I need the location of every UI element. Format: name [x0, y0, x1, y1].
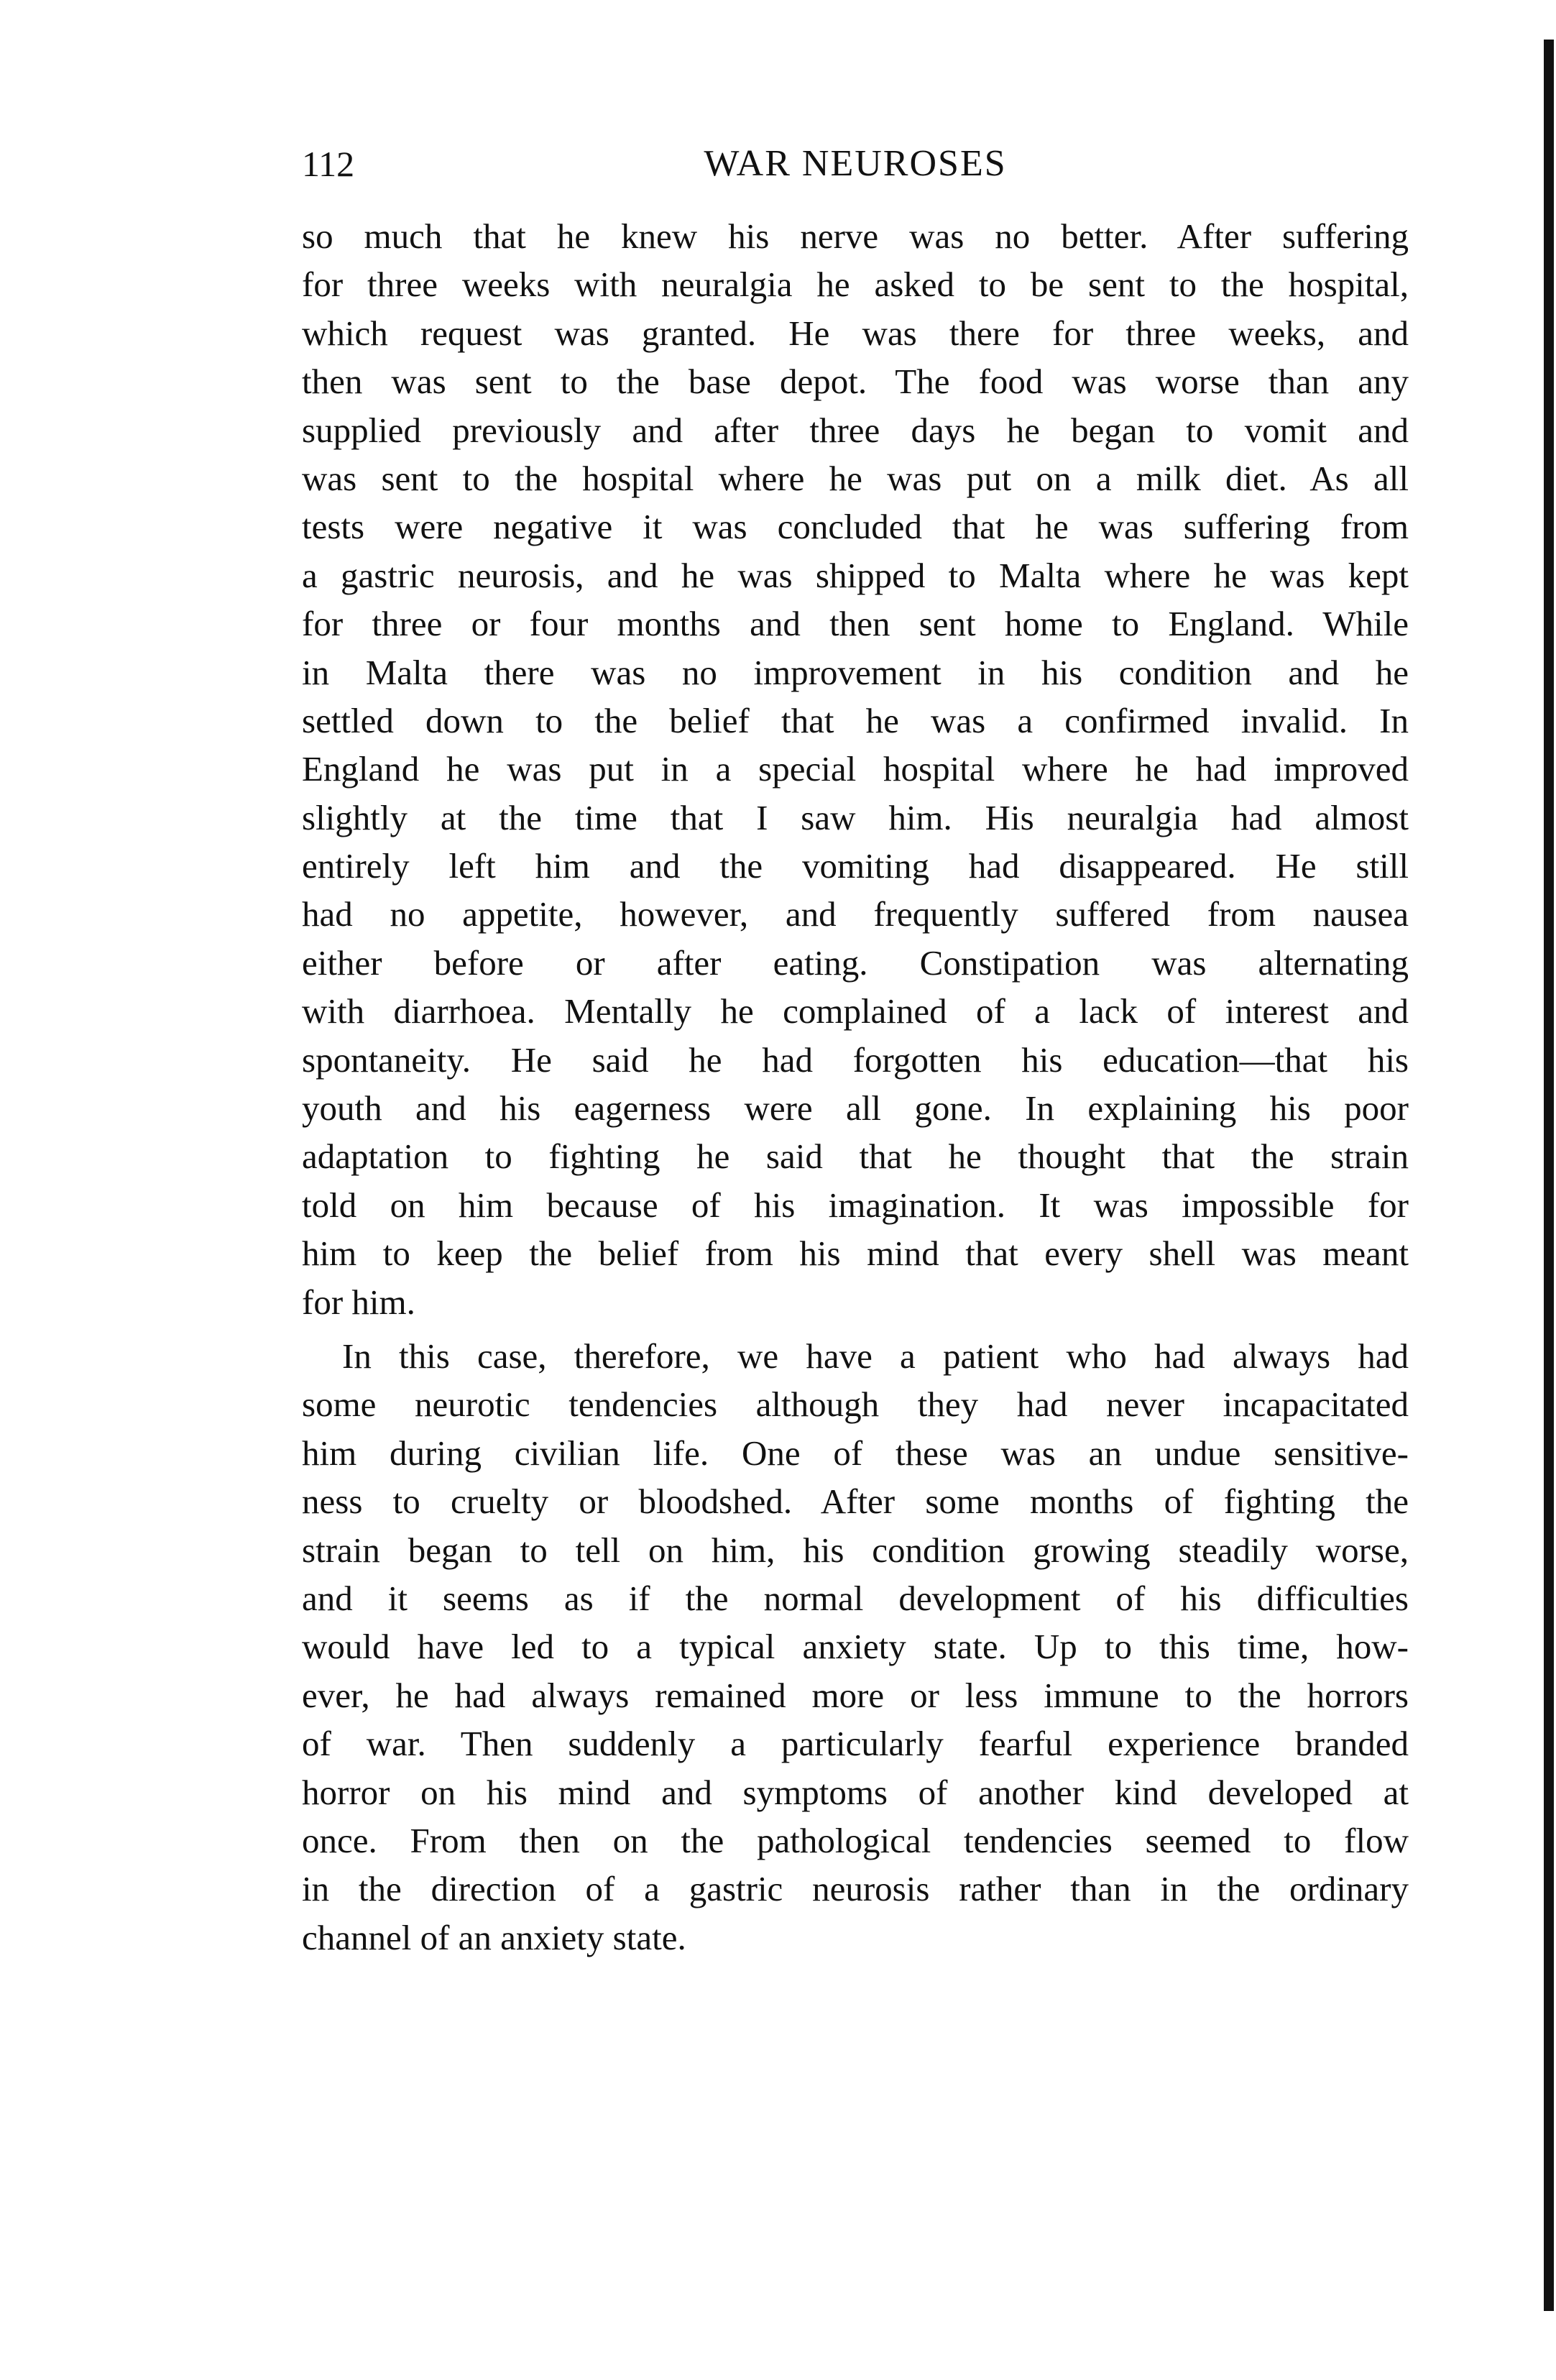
scan-edge-bar	[1544, 40, 1554, 2311]
text-line: either before or after eating. Constipation was alternating	[302, 942, 1409, 983]
text-line: England he was put in a special hospital where he had improved	[302, 749, 1409, 789]
text-line: ever, he had always remained more or less immune to the horrors	[302, 1675, 1409, 1715]
text-line: channel of an anxiety state.	[302, 1917, 686, 1957]
text-line: him to keep the belief from his mind that every shell was meant	[302, 1233, 1409, 1274]
text-line: had no appetite, however, and frequently suffered from nausea	[302, 894, 1409, 934]
text-line: him during civilian life. One of these was an undue sensitive-	[302, 1433, 1409, 1473]
page-header	[302, 135, 1409, 193]
paragraph-gap	[302, 1326, 1409, 1332]
text-line: was sent to the hospital where he was put on a milk diet. As all	[302, 458, 1409, 498]
text-line: and it seems as if the normal development of his difficulties	[302, 1578, 1409, 1618]
text-line: for him.	[302, 1282, 415, 1322]
text-line: once. From then on the pathological tendencies seemed to flow	[302, 1820, 1409, 1860]
text-line: told on him because of his imagination. It was impossible for	[302, 1185, 1409, 1225]
text-line: with diarrhoea. Mentally he complained of a lack of interest and	[302, 991, 1409, 1032]
text-line: adaptation to fighting he said that he thought that the strain	[302, 1136, 1409, 1177]
text-line: tests were negative it was concluded that he was suffering from	[302, 507, 1409, 547]
text-line: in Malta there was no improvement in his condition and he	[302, 652, 1409, 692]
text-line: ness to cruelty or bloodshed. After some months of fighting the	[302, 1481, 1409, 1522]
text-line: then was sent to the base depot. The food was worse than any	[302, 362, 1409, 402]
text-line: so much that he knew his nerve was no better. After suffering	[302, 216, 1409, 256]
text-line: in the direction of a gastric neurosis rather than in the ordinary	[302, 1869, 1409, 1909]
text-line: for three or four months and then sent home to England. While	[302, 604, 1409, 644]
text-line: for three weeks with neuralgia he asked to be sent to the hospital,	[302, 265, 1409, 305]
running-title: WAR NEUROSES	[704, 143, 1007, 184]
text-line: a gastric neurosis, and he was shipped to Malta where he was kept	[302, 555, 1409, 595]
text-line: youth and his eagerness were all gone. In explaining his poor	[302, 1088, 1409, 1129]
text-line: settled down to the belief that he was a confirmed invalid. In	[302, 700, 1409, 740]
page-number: 112	[302, 144, 355, 184]
text-line: horror on his mind and symptoms of another kind developed at	[302, 1772, 1409, 1812]
text-line: of war. Then suddenly a particularly fearful experience branded	[302, 1724, 1409, 1764]
text-line: entirely left him and the vomiting had disappeared. He still	[302, 846, 1409, 886]
paragraph-continued	[302, 212, 1409, 1326]
text-line: slightly at the time that I saw him. His neuralgia had almost	[302, 797, 1409, 837]
text-line: spontaneity. He said he had forgotten his education—that his	[302, 1039, 1409, 1080]
text-line: strain began to tell on him, his condition growing steadily worse,	[302, 1530, 1409, 1570]
text-line: supplied previously and after three days he began to vomit and	[302, 410, 1409, 450]
body-text	[302, 212, 1409, 1962]
text-line: would have led to a typical anxiety state. Up to this time, how-	[302, 1627, 1409, 1667]
text-line: In this case, therefore, we have a patient who had always had	[342, 1336, 1409, 1376]
text-line: which request was granted. He was there for three weeks, and	[302, 313, 1409, 353]
paragraph-summary	[302, 1332, 1409, 1962]
text-line: some neurotic tendencies although they had never incapacitated	[302, 1384, 1409, 1425]
